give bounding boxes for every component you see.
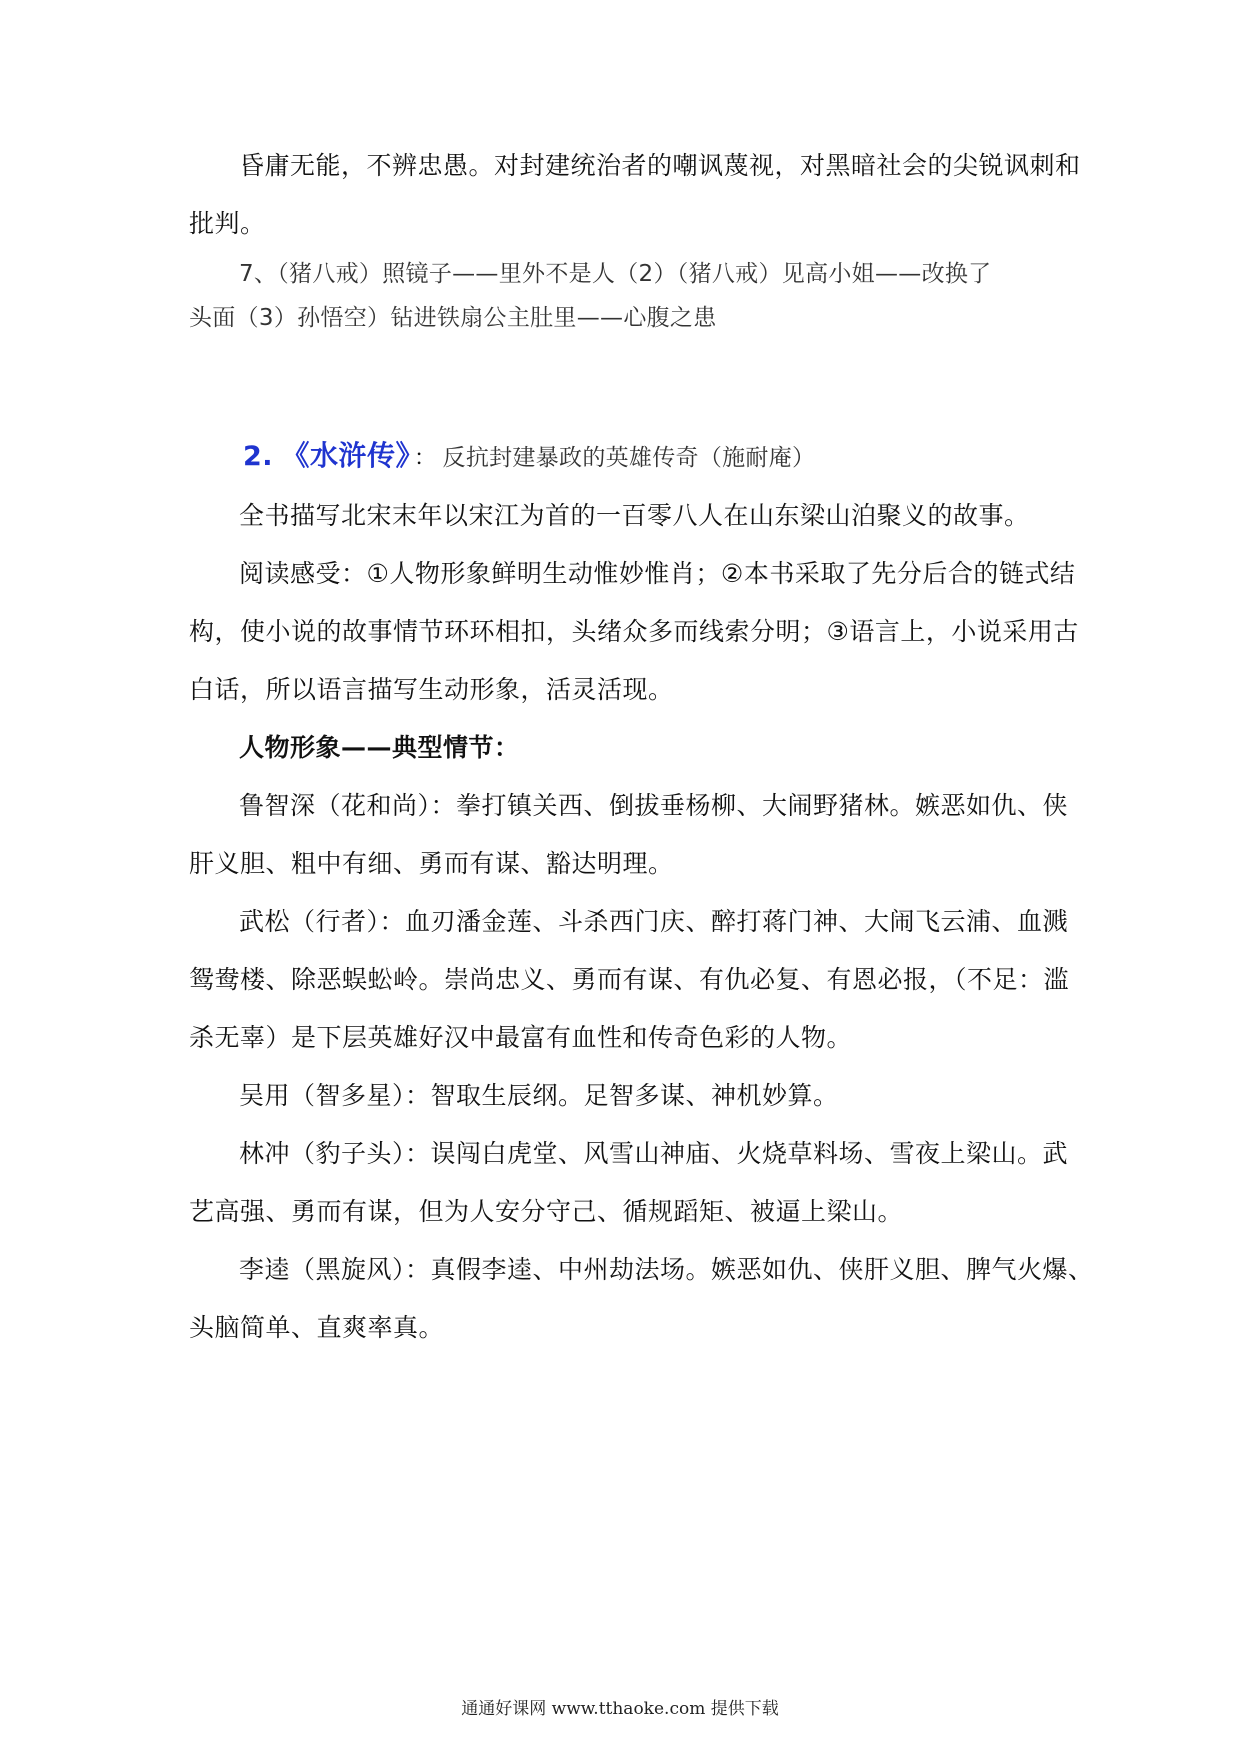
section-heading [243, 440, 815, 475]
character-linchong: 林冲（豹子头）：误闯白虎堂、风雪山神庙、火烧草料场、雪夜上梁山。武 [239, 1139, 1069, 1168]
character-wusong-continued: 鸳鸯楼、除恶蜈蚣岭。崇尚忠义、勇而有谋、有仇必复、有恩必报，（不足：滥 [189, 965, 1070, 994]
section-number: 2. [243, 441, 274, 472]
book-description: 反抗封建暴政的英雄传奇（施耐庵） [442, 445, 816, 471]
character-linchong-continued: 艺高强、勇而有谋，但为人安分守己、循规蹈矩、被逼上梁山。 [189, 1197, 904, 1226]
characters-heading: 人物形象——典型情节： [239, 733, 520, 762]
summary-paragraph: 全书描写北宋末年以宋江为首的一百零八人在山东梁山泊聚义的故事。 [239, 501, 1030, 530]
character-wusong: 武松（行者）：血刃潘金莲、斗杀西门庆、醉打蒋门神、大闹飞云浦、血溅 [239, 907, 1069, 936]
list-item-7-continued: 头面（3）孙悟空）钻进铁扇公主肚里——心腹之患 [189, 305, 717, 331]
character-luzhishen: 鲁智深（花和尚）：拳打镇关西、倒拔垂杨柳、大闹野猪林。嫉恶如仇、侠 [239, 791, 1069, 820]
text-line: 昏庸无能，不辨忠愚。对封建统治者的嘲讽蔑视，对黑暗社会的尖锐讽刺和 [239, 151, 1081, 180]
reading-paragraph-line: 白话，所以语言描写生动形象，活灵活现。 [189, 675, 674, 704]
reading-paragraph-line: 构，使小说的故事情节环环相扣，头绪众多而线索分明；③语言上，小说采用古 [189, 617, 1079, 646]
character-luzhishen-continued: 肝义胆、粗中有细、勇而有谋、豁达明理。 [189, 849, 674, 878]
list-item-7: 7、（猪八戒）照镜子——里外不是人（2）（猪八戒）见高小姐——改换了 [239, 261, 992, 287]
character-likui: 李逵（黑旋风）：真假李逵、中州劫法场。嫉恶如仇、侠肝义胆、脾气火爆、 [239, 1255, 1094, 1284]
character-wuyong: 吴用（智多星）：智取生辰纲。足智多谋、神机妙算。 [239, 1081, 839, 1110]
heading-separator: ： [414, 446, 437, 471]
reading-paragraph: 阅读感受：①人物形象鲜明生动惟妙惟肖；②本书采取了先分后合的链式结 [239, 559, 1076, 588]
book-title: 《水浒传》 [281, 439, 411, 472]
character-likui-continued: 头脑简单、直爽率真。 [189, 1313, 445, 1342]
page-footer: 通通好课网 www.tthaoke.com 提供下载 [461, 1699, 779, 1719]
character-wusong-continued: 杀无辜）是下层英雄好汉中最富有血性和传奇色彩的人物。 [189, 1023, 853, 1052]
text-line: 批判。 [189, 209, 266, 238]
